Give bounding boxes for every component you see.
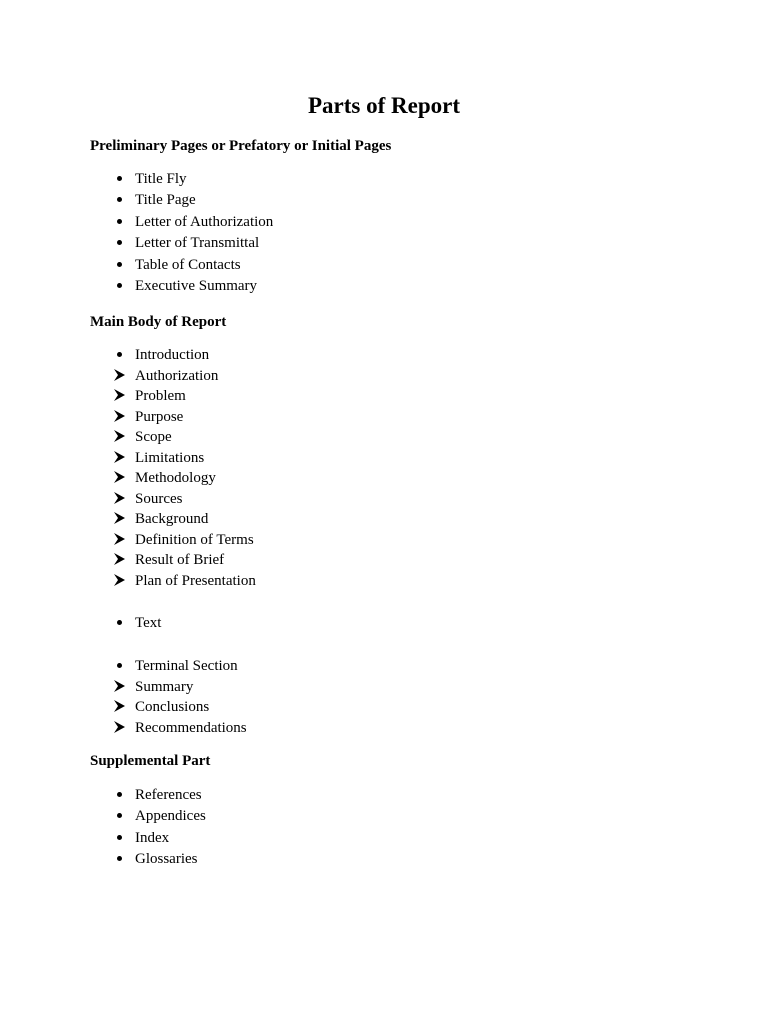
arrowhead-right-icon: [112, 407, 126, 428]
section-heading-supplemental: Supplemental Part: [90, 753, 211, 769]
sub-list-item: Plan of Presentation: [0, 571, 256, 592]
bullet-dot-icon: [112, 190, 126, 211]
introduction-list: [0, 345, 256, 591]
sub-list-item: Methodology: [0, 468, 256, 489]
list-item: Letter of Transmittal: [0, 233, 273, 254]
sub-list-item: Limitations: [0, 448, 256, 469]
bullet-dot-icon: [112, 276, 126, 297]
sub-list-item: Background: [0, 509, 256, 530]
list-item: Title Fly: [0, 169, 273, 190]
list-item: Glossaries: [0, 849, 206, 870]
bullet-dot-icon: [112, 656, 126, 677]
sub-list-item: Authorization: [0, 366, 256, 387]
list-item: Executive Summary: [0, 276, 273, 297]
sub-list-item: Result of Brief: [0, 550, 256, 571]
arrowhead-right-icon: [112, 448, 126, 469]
text-list: [0, 613, 161, 634]
bullet-dot-icon: [112, 345, 126, 366]
list-item-text: Text: [0, 613, 161, 634]
list-item-terminal-section: Terminal Section: [0, 656, 247, 677]
arrowhead-right-icon: [112, 571, 126, 592]
sub-list-item: Scope: [0, 427, 256, 448]
sub-list-item: Sources: [0, 489, 256, 510]
list-item: Appendices: [0, 806, 206, 827]
section-heading-preliminary: Preliminary Pages or Prefatory or Initial Pages: [90, 138, 392, 154]
arrowhead-right-icon: [112, 427, 126, 448]
arrowhead-right-icon: [112, 550, 126, 571]
arrowhead-right-icon: [112, 489, 126, 510]
page-title: Parts of Report: [307, 93, 460, 118]
list-item-introduction: Introduction: [0, 345, 256, 366]
bullet-dot-icon: [112, 828, 126, 849]
arrowhead-right-icon: [112, 697, 126, 718]
bullet-dot-icon: [112, 806, 126, 827]
arrowhead-right-icon: [112, 386, 126, 407]
bullet-dot-icon: [112, 233, 126, 254]
sub-list-item: Conclusions: [0, 697, 247, 718]
list-item: Letter of Authorization: [0, 212, 273, 233]
bullet-dot-icon: [112, 212, 126, 233]
terminal-list: [0, 656, 247, 738]
sub-list-item: Summary: [0, 677, 247, 698]
arrowhead-right-icon: [112, 677, 126, 698]
bullet-dot-icon: [112, 849, 126, 870]
bullet-dot-icon: [112, 613, 126, 634]
list-item: Index: [0, 828, 206, 849]
sub-list-item: Definition of Terms: [0, 530, 256, 551]
arrowhead-right-icon: [112, 468, 126, 489]
arrowhead-right-icon: [112, 718, 126, 739]
arrowhead-right-icon: [112, 366, 126, 387]
arrowhead-right-icon: [112, 530, 126, 551]
list-item: References: [0, 785, 206, 806]
preliminary-list: [0, 169, 273, 297]
list-item: Title Page: [0, 190, 273, 211]
supplemental-list: [0, 785, 206, 871]
sub-list-item: Problem: [0, 386, 256, 407]
bullet-dot-icon: [112, 255, 126, 276]
sub-list-item: Purpose: [0, 407, 256, 428]
bullet-dot-icon: [112, 785, 126, 806]
sub-list-item: Recommendations: [0, 718, 247, 739]
bullet-dot-icon: [112, 169, 126, 190]
arrowhead-right-icon: [112, 509, 126, 530]
list-item: Table of Contacts: [0, 255, 273, 276]
section-heading-main-body: Main Body of Report: [90, 314, 227, 330]
